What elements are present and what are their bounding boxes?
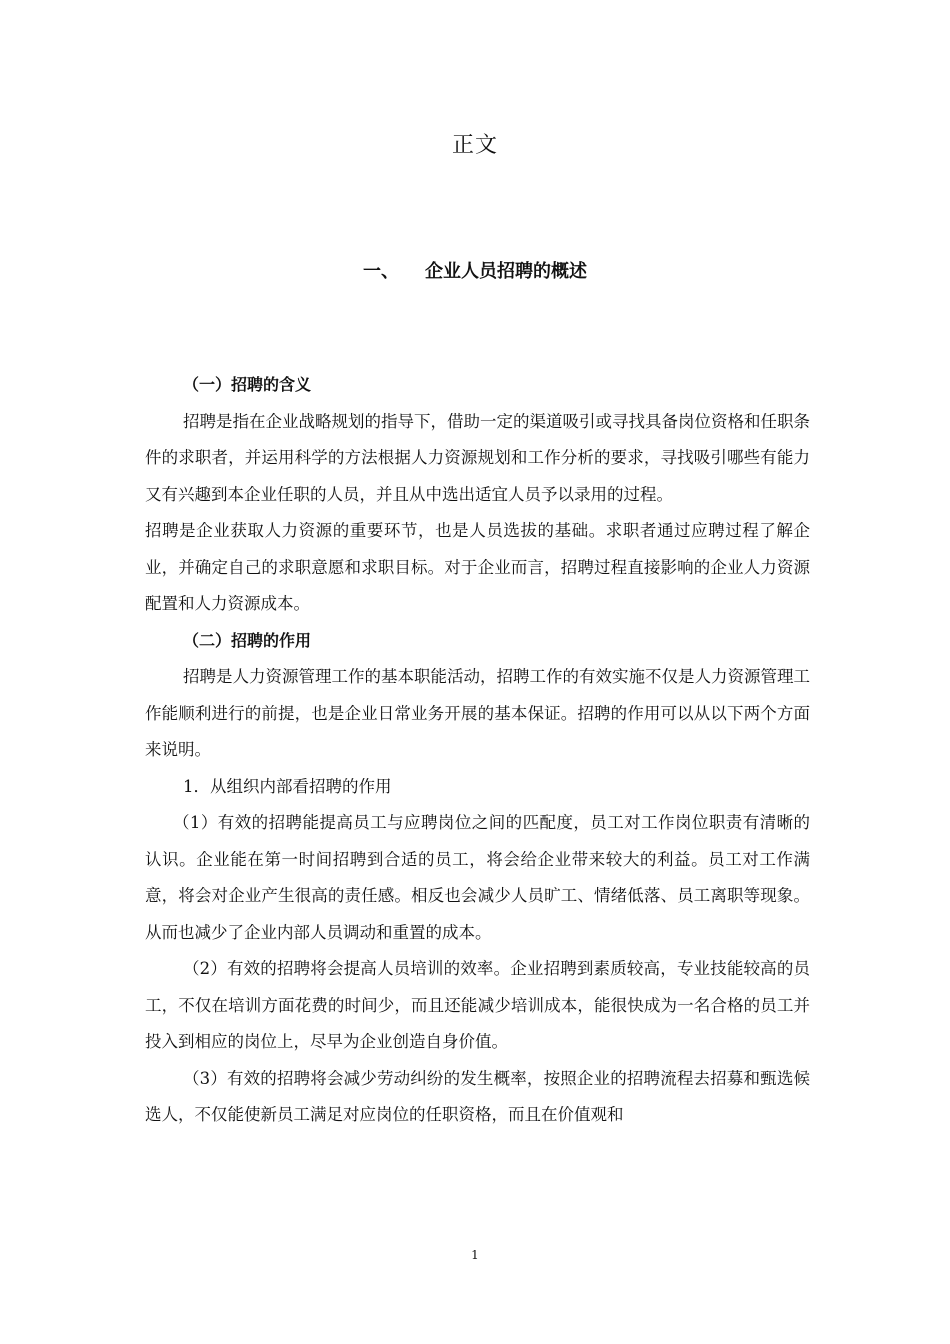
paragraph: 招聘是人力资源管理工作的基本职能活动，招聘工作的有效实施不仅是人力资源管理工作能顺利进行的前提，也是企业日常业务开展的基本保证。招聘的作用可以从以下两个方面来说明。 <box>145 667 810 759</box>
chapter-title: 企业人员招聘的概述 <box>425 261 587 282</box>
section-heading-2: （二）招聘的作用 <box>183 630 312 650</box>
paragraph: 招聘是企业获取人力资源的重要环节，也是人员选拔的基础。求职者通过应聘过程了解企业，并确定自己的求职意愿和求职目标。对于企业而言，招聘过程直接影响的企业人力资源配置和人力资源成本。 <box>145 521 810 613</box>
list-item: （2）有效的招聘将会提高人员培训的效率。企业招聘到素质较高，专业技能较高的员工，不仅在培训方面花费的时间少，而且还能减少培训成本，能很快成为一名合格的员工并投入到相应的岗位上，尽早为企业创造自身价值。 <box>145 959 810 1051</box>
list-item: （3）有效的招聘将会减少劳动纠纷的发生概率，按照企业的招聘流程去招募和甄选候选人，不仅能使新员工满足对应岗位的任职资格，而且在价值观和 <box>145 1068 810 1124</box>
chapter-number: 一、 <box>363 261 399 282</box>
page-title: 正文 <box>451 133 498 158</box>
paragraph: 招聘是指在企业战略规划的指导下，借助一定的渠道吸引或寻找具备岗位资格和任职条件的求职者，并运用科学的方法根据人力资源规划和工作分析的要求，寻找吸引哪些有能力又有兴趣到本企业任职的人员，并且从中选出适宜人员予以录用的过程。 <box>145 411 810 504</box>
section-heading-1: （一）招聘的含义 <box>183 375 312 394</box>
body-text <box>145 367 810 1134</box>
chapter-heading <box>0 257 950 283</box>
list-item: （1）有效的招聘能提高员工与应聘岗位之间的匹配度，员工对工作岗位职责有清晰的认识。企业能在第一时间招聘到合适的员工，将会给企业带来较大的利益。员工对工作满意，将会对企业产生很高的责任感。相反也会减少人员旷工、情绪低落、员工离职等现象。从而也减少了企业内部人员调动和重置的成本。 <box>145 813 810 942</box>
page-number: 1 <box>471 1248 479 1262</box>
subheading: 1．从组织内部看招聘的作用 <box>183 776 392 796</box>
